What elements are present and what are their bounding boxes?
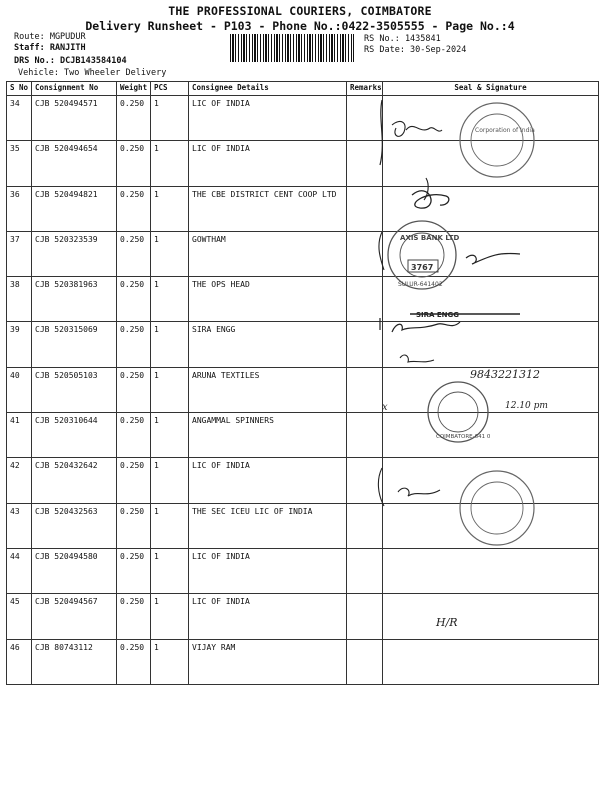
cell-consignee: LIC OF INDIA [189,458,347,503]
cell-consignment: CJB 520494821 [32,186,117,231]
cell-seal [383,594,599,639]
col-pcs: PCS [151,82,189,96]
cell-sno: 39 [7,322,32,367]
col-sno: S No [7,82,32,96]
cell-weight: 0.250 [117,458,151,503]
table-header-row [7,82,599,96]
cell-consignee: LIC OF INDIA [189,594,347,639]
vehicle-label: Vehicle: Two Wheeler Delivery [18,68,167,78]
cell-seal [383,231,599,276]
cell-remarks [347,639,383,684]
cell-remarks [347,186,383,231]
table-row [7,277,599,322]
cell-consignment: CJB 80743112 [32,639,117,684]
cell-consignee: LIC OF INDIA [189,141,347,186]
cell-consignment: CJB 520494580 [32,548,117,593]
table-row [7,594,599,639]
cell-remarks [347,367,383,412]
cell-sno: 41 [7,413,32,458]
cell-remarks [347,594,383,639]
cell-consignee: LIC OF INDIA [189,548,347,593]
drs-number: DRS No.: DCJB143584104 [14,56,127,66]
route-label: Route: MGPUDUR [14,32,86,42]
cell-pcs: 1 [151,503,189,548]
cell-pcs: 1 [151,277,189,322]
axis-seal-code: 3767 [411,263,434,272]
rs-number: RS No.: 1435841 [364,34,441,44]
cell-sno: 44 [7,548,32,593]
row40-handwriting: 9843221312 [470,368,540,381]
table-row [7,458,599,503]
cell-remarks [347,413,383,458]
cell-seal [383,186,599,231]
cell-weight: 0.250 [117,277,151,322]
cell-sno: 35 [7,141,32,186]
staff-label: Staff: RANJITH [14,43,86,53]
cell-weight: 0.250 [117,548,151,593]
cell-weight: 0.250 [117,503,151,548]
cell-remarks [347,141,383,186]
cell-seal [383,141,599,186]
cell-weight: 0.250 [117,96,151,141]
cell-remarks [347,96,383,141]
cell-weight: 0.250 [117,231,151,276]
cell-pcs: 1 [151,413,189,458]
cell-sno: 40 [7,367,32,412]
cell-sno: 45 [7,594,32,639]
col-remarks: Remarks [347,82,383,96]
company-title: THE PROFESSIONAL COURIERS, COIMBATORE [168,4,432,18]
col-weight: Weight [117,82,151,96]
cell-weight: 0.250 [117,322,151,367]
cell-consignee: ANGAMMAL SPINNERS [189,413,347,458]
cell-consignment: CJB 520494654 [32,141,117,186]
cell-pcs: 1 [151,141,189,186]
table-row [7,96,599,141]
cell-consignment: CJB 520432642 [32,458,117,503]
cell-sno: 37 [7,231,32,276]
row46-handwriting: H/R [436,616,458,629]
row41-time: 12.10 pm [505,401,548,411]
cell-sno: 36 [7,186,32,231]
cell-seal [383,277,599,322]
cell-weight: 0.250 [117,413,151,458]
cell-consignment: CJB 520315069 [32,322,117,367]
table-row [7,503,599,548]
cell-remarks [347,322,383,367]
cell-consignee: THE OPS HEAD [189,277,347,322]
table-row [7,367,599,412]
cell-consignment: CJB 520323539 [32,231,117,276]
cell-seal [383,548,599,593]
cell-seal [383,367,599,412]
col-consignee: Consignee Details [189,82,347,96]
cell-remarks [347,231,383,276]
cell-weight: 0.250 [117,639,151,684]
cell-seal [383,322,599,367]
table-row [7,186,599,231]
cell-consignee: LIC OF INDIA [189,96,347,141]
cell-pcs: 1 [151,548,189,593]
cell-consignment: CJB 520505103 [32,367,117,412]
cell-weight: 0.250 [117,594,151,639]
cell-sno: 38 [7,277,32,322]
axis-seal-place: SULUR-641402 [398,281,443,288]
cell-consignee: SIRA ENGG [189,322,347,367]
cell-consignment: CJB 520310644 [32,413,117,458]
cell-pcs: 1 [151,96,189,141]
cell-consignee: GOWTHAM [189,231,347,276]
cell-weight: 0.250 [117,141,151,186]
barcode [230,34,354,62]
sira-stamp-text: SIRA ENGG [416,311,460,319]
table-row [7,413,599,458]
cell-consignee: VIJAY RAM [189,639,347,684]
runsheet-subtitle: Delivery Runsheet - P103 - Phone No.:0422-3505555 - Page No.:4 [85,19,515,33]
col-seal: Seal & Signature [383,82,599,96]
cell-remarks [347,548,383,593]
cell-pcs: 1 [151,186,189,231]
cell-remarks [347,458,383,503]
cell-weight: 0.250 [117,367,151,412]
col-consignment: Consignment No [32,82,117,96]
lic-seal-text: Corporation of India [475,127,535,134]
cell-seal [383,639,599,684]
cell-sno: 42 [7,458,32,503]
rs-date: RS Date: 30-Sep-2024 [364,45,467,55]
cell-pcs: 1 [151,367,189,412]
cell-sno: 46 [7,639,32,684]
cell-remarks [347,277,383,322]
cell-seal [383,503,599,548]
svg-text:x: x [382,402,388,413]
aruna-seal-text: COIMBATORE-641 0 [436,434,491,440]
cell-seal [383,413,599,458]
table-row [7,639,599,684]
cell-pcs: 1 [151,639,189,684]
cell-weight: 0.250 [117,186,151,231]
cell-sno: 43 [7,503,32,548]
cell-consignment: CJB 520494571 [32,96,117,141]
cell-pcs: 1 [151,231,189,276]
table-row [7,322,599,367]
table-row [7,141,599,186]
cell-seal [383,458,599,503]
cell-consignee: THE CBE DISTRICT CENT COOP LTD [189,186,347,231]
cell-sno: 34 [7,96,32,141]
cell-pcs: 1 [151,594,189,639]
cell-remarks [347,503,383,548]
table-row [7,231,599,276]
cell-seal [383,96,599,141]
cell-consignment: CJB 520381963 [32,277,117,322]
cell-consignment: CJB 520494567 [32,594,117,639]
cell-consignment: CJB 520432563 [32,503,117,548]
runsheet-table [6,81,599,685]
cell-pcs: 1 [151,458,189,503]
cell-pcs: 1 [151,322,189,367]
axis-seal-name: AXIS BANK LTD [400,234,460,242]
cell-consignee: ARUNA TEXTILES [189,367,347,412]
cell-consignee: THE SEC ICEU LIC OF INDIA [189,503,347,548]
table-row [7,548,599,593]
